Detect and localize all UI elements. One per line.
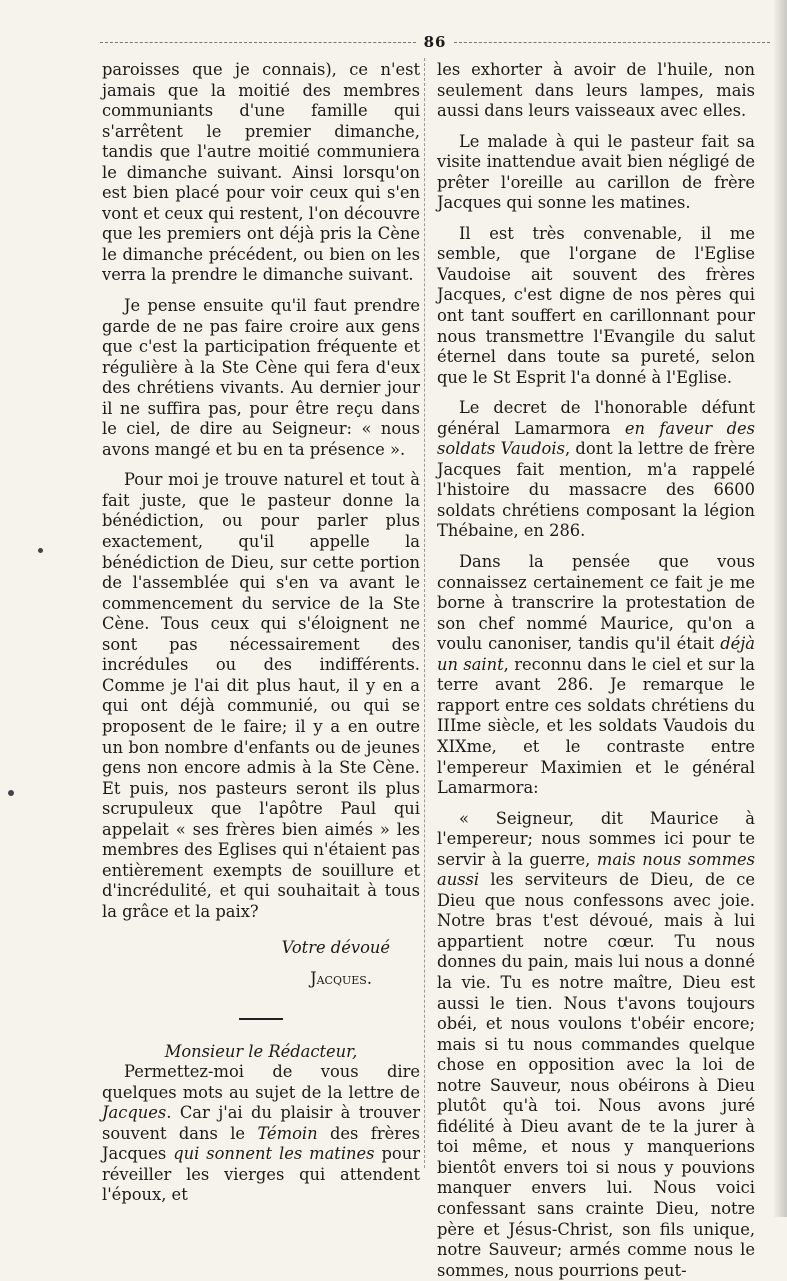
r-p6-italic: mais nous sommes aussi (437, 849, 755, 890)
r-p5-italic: déjà un saint (437, 634, 755, 674)
p4-qui: qui sonnent les matines (173, 1144, 375, 1164)
ink-speck (8, 790, 14, 796)
right-column (437, 60, 755, 1281)
p4-mid1: . Car j'ai du plaisir à trouver souvent dans le (102, 1103, 420, 1143)
page-number: 86 (423, 33, 447, 51)
r-p6-end: les serviteurs de Dieu, de ce Dieu que nous confessons avec joie. Notre bras t'est dévoué, mais à lui appartient notre cœur. Tu nous donnes du pain, mais lui nous a donné la vie. Tu es notre maître, Dieu est aussi le tien. Nous t'avons toujours obéi, et nous voulons t'obéir encore; mais si tu nous commandes quelque chose en opposition avec la loi de notre Sauveur, nous obéirons à Dieu plutôt qu'à toi. Nous avons juré fidélité à Dieu avant de te la jurer à toi même, et nous y manquerions bientôt envers toi si nous y pouvions manquer envers lui. Nous voici confessant sans crainte Dieu, notre père et Jésus-Christ, son fils unique, notre Sauveur; armés comme nous le sommes, nous pourrions peut- (437, 870, 755, 1280)
left-paragraph-1: paroisses que je connais), ce n'est jamais que la moitié des membres communiants d'une famille qui s'arrêtent le premier dimanche, tandis que l'autre moitié communiera le dimanche suivant. Ainsi lorsqu'on est bien placé pour voir ceux qui s'en vont et ceux qui restent, l'on découvre que les premiers ont déjà pris la Cène le dimanche précédent, ou bien on les verra la prendre le dimanche suivant. (102, 60, 421, 285)
left-paragraph-4 (102, 1062, 420, 1206)
column-divider (424, 58, 425, 1168)
page-edge-shadow (773, 0, 787, 1217)
r-p5-start: Dans la pensée que vous connaissez certainement ce fait je me borne à transcrire la protestation de son chef nommé Maurice, qu'on a voulu canoniser, tandis qu'il était (437, 552, 755, 654)
letter-salutation: Monsieur le Rédacteur, (164, 1041, 358, 1061)
left-paragraph-2: Je pense ensuite qu'il faut prendre garde de ne pas faire croire aux gens que c'est la participation fréquente et régulière à la Ste Cène qui fera d'eux des chrétiens vivants. Au dernier jour il ne suffira pas, pour être reçu dans le ciel, de dire au Seigneur: « nous avons mangé et bu en ta présence ». (102, 296, 420, 459)
right-paragraph-5 (437, 552, 755, 799)
r-p6-start: « Seigneur, dit Maurice à l'empereur; nous sommes ici pour te servir à la guerre, (437, 808, 755, 869)
page-header (100, 32, 770, 52)
right-paragraph-2: Le malade à qui le pasteur fait sa visite inattendue avait bien négligé de prêter l'oreille au carillon de frère Jacques qui sonne les matines. (437, 131, 755, 213)
right-paragraph-4 (437, 398, 755, 542)
r-p4-start: Le decret de l'honorable défunt général Lamarmora (437, 398, 755, 438)
signature: Jacques. (310, 968, 372, 988)
right-paragraph-1: les exhorter à avoir de l'huile, non seulement dans leurs lampes, mais aussi dans leurs vaisseaux avec elles. (437, 60, 755, 121)
p4-intro: Permettez-moi de vous dire quelques mots au sujet de la lettre de (102, 1062, 420, 1102)
header-rule-left (100, 42, 416, 43)
right-paragraph-3: Il est très convenable, il me semble, que l'organe de l'Eglise Vaudoise ait souvent des frères Jacques, c'est digne de nos pères qui ont tant souffert en carillonnant pour nous transmettre l'Evangile du salut éternel dans toute sa pureté, selon que le St Esprit l'a donné à l'Eglise. (437, 223, 755, 387)
section-rule (239, 1018, 283, 1020)
p4-mid2: des frères Jacques (102, 1123, 421, 1164)
r-p4-italic: en faveur des soldats Vaudois (437, 418, 755, 459)
p4-end: pour réveiller les vierges qui attendent l'époux, et (102, 1144, 420, 1205)
ink-speck (38, 548, 43, 553)
r-p4-end: , dont la lettre de frère Jacques fait mention, m'a rappelé l'histoire du massacre des 6600 soldats chrétiens composant la légion Thébaine, en 286. (437, 439, 756, 541)
left-column (102, 60, 420, 1206)
signoff: Votre dévoué (281, 938, 390, 958)
p4-temoin: Témoin (257, 1123, 318, 1143)
header-rule-right (454, 42, 770, 43)
right-paragraph-6 (437, 809, 755, 1281)
p4-jacques: Jacques (102, 1103, 167, 1123)
left-paragraph-3: Pour moi je trouve naturel et tout à fait juste, que le pasteur donne la bénédiction, ou pour parler plus exactement, qu'il appelle la bénédiction de Dieu, sur cette portion de l'assemblée qui s'en va avant le commencement du service de la Ste Cène. Tous ceux qui s'éloignent ne sont pas nécessairement des incrédules ou des indifférents. Comme je l'ai dit plus haut, il y en a qui ont déjà communié, ou qui se proposent de le faire; il y a en outre un bon nombre d'enfants ou de jeunes gens non encore admis à la Ste Cène. Et puis, nos pasteurs seront ils plus scrupuleux que l'apôtre Paul qui appelait « ses frères bien aimés » les membres des Eglises qui n'étaient pas entièrement exempts de souillure et d'incrédulité, et qui souhaitait à tous la grâce et la paix? (102, 470, 420, 921)
r-p5-end: , reconnu dans le ciel et sur la terre avant 286. Je remarque le rapport entre ces soldats chrétiens du IIIme siècle, et les soldats Vaudois du XIXme, et le contraste entre l'empereur Maximien et le général Lamarmora: (437, 654, 755, 798)
